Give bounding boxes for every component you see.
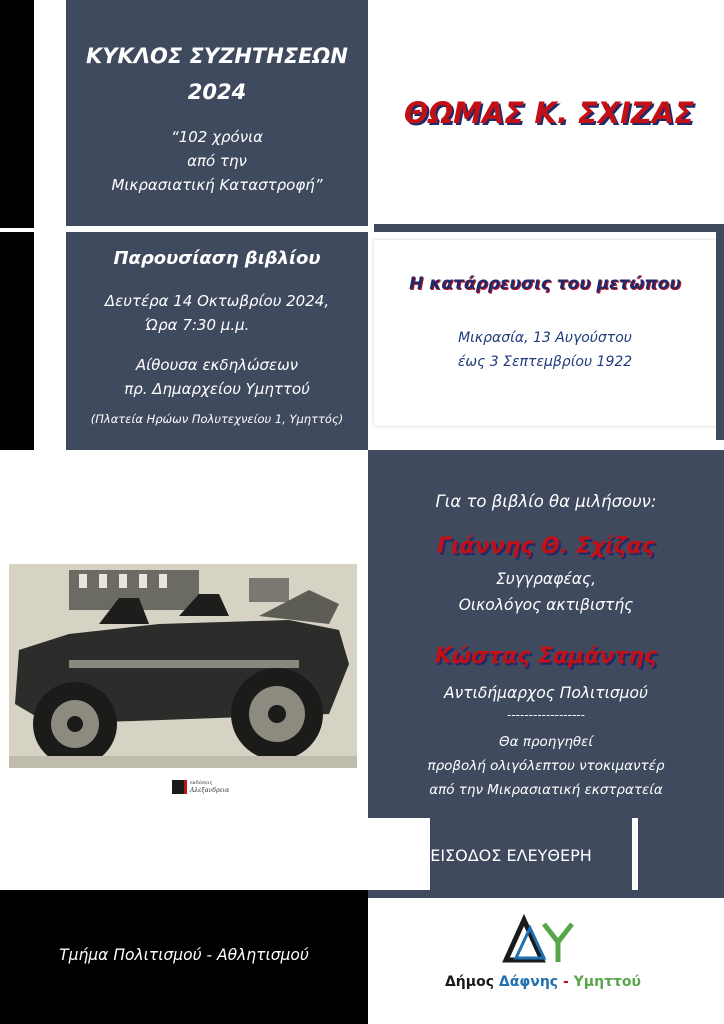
event-date: Δευτέρα 14 Οκτωβρίου 2024, bbox=[104, 292, 330, 310]
theme-line-2: από την bbox=[187, 152, 247, 170]
event-address: (Πλατεία Ηρώων Πολυτεχνείου 1, Υμηττός) bbox=[90, 412, 344, 426]
department-name: Τμήμα Πολιτισμού - Αθλητισμού bbox=[59, 946, 309, 964]
publisher-logo-icon bbox=[172, 780, 187, 794]
event-heading: Παρουσίαση βιβλίου bbox=[113, 248, 321, 269]
theme-line-1: “102 χρόνια bbox=[170, 128, 264, 146]
left-edge-bar-top bbox=[0, 0, 34, 228]
theme-line-3: Μικρασιατική Καταστροφή” bbox=[111, 176, 323, 194]
municipality-name bbox=[378, 974, 708, 990]
event-panel bbox=[66, 232, 368, 450]
car-illustration bbox=[9, 564, 357, 768]
publisher-logo bbox=[172, 780, 232, 800]
publisher-line-2: Αλεξανδρεια bbox=[190, 787, 230, 794]
speaker-2-role: Αντιδήμαρχος Πολιτισμού bbox=[443, 684, 648, 702]
note-line-1: Θα προηγηθεί bbox=[499, 734, 593, 750]
cutout-left bbox=[368, 818, 430, 890]
municipality-word-1: Δήμος bbox=[444, 974, 494, 990]
cutout-right bbox=[632, 818, 638, 890]
note-line-2: προβολή ολιγόλεπτου ντοκιμαντέρ bbox=[427, 758, 665, 774]
author-panel bbox=[374, 0, 724, 224]
department-panel bbox=[0, 890, 368, 1024]
series-title: ΚΥΚΛΟΣ ΣΥΖΗΤΗΣΕΩΝ bbox=[86, 44, 348, 68]
note-line-3: από την Μικρασιατική εκστρατεία bbox=[429, 782, 663, 798]
series-year: 2024 bbox=[187, 80, 247, 104]
municipality-panel bbox=[378, 900, 708, 1024]
speaker-1-role-1: Συγγραφέας, bbox=[495, 570, 596, 588]
speaker-1-name: Γιάννης Θ. Σχίζας bbox=[437, 534, 655, 559]
admission-text: ΕΙΣΟΔΟΣ ΕΛΕΥΘΕΡΗ bbox=[430, 846, 592, 865]
divider-band-1 bbox=[374, 224, 724, 232]
venue-line-2: πρ. Δημαρχείου Υμηττού bbox=[124, 380, 310, 398]
event-time: Ώρα 7:30 μ.μ. bbox=[144, 316, 250, 334]
speaker-2-name: Κώστας Σαμάντης bbox=[434, 644, 658, 669]
municipality-logo-icon bbox=[500, 910, 580, 966]
left-edge-bar-mid bbox=[0, 232, 34, 450]
municipality-word-3: Υμηττού bbox=[573, 974, 642, 990]
footer-slate-strip bbox=[368, 890, 724, 898]
book-panel bbox=[374, 240, 716, 426]
book-title: Η κατάρρευσις του μετώπου bbox=[409, 274, 681, 294]
speaker-1-role-2: Οικολόγος ακτιβιστής bbox=[458, 596, 634, 614]
book-subtitle-line-2: έως 3 Σεπτεμβρίου 1922 bbox=[457, 354, 633, 370]
municipality-word-2: Δάφνης bbox=[498, 974, 559, 990]
header-panel bbox=[66, 0, 368, 226]
right-edge-bar-mid bbox=[716, 232, 724, 440]
historic-car-photo bbox=[9, 564, 357, 768]
author-name: ΘΩΜΑΣ Κ. ΣΧΙΖΑΣ bbox=[403, 96, 695, 130]
book-subtitle-line-1: Μικρασία, 13 Αυγούστου bbox=[458, 330, 632, 346]
municipality-separator: - bbox=[562, 974, 569, 990]
publisher-line-1: εκδόσεις bbox=[190, 780, 213, 786]
speakers-heading: Για το βιβλίο θα μιλήσουν: bbox=[435, 492, 657, 511]
venue-line-1: Αίθουσα εκδηλώσεων bbox=[135, 356, 299, 374]
speakers-divider: ------------------ bbox=[507, 708, 585, 722]
